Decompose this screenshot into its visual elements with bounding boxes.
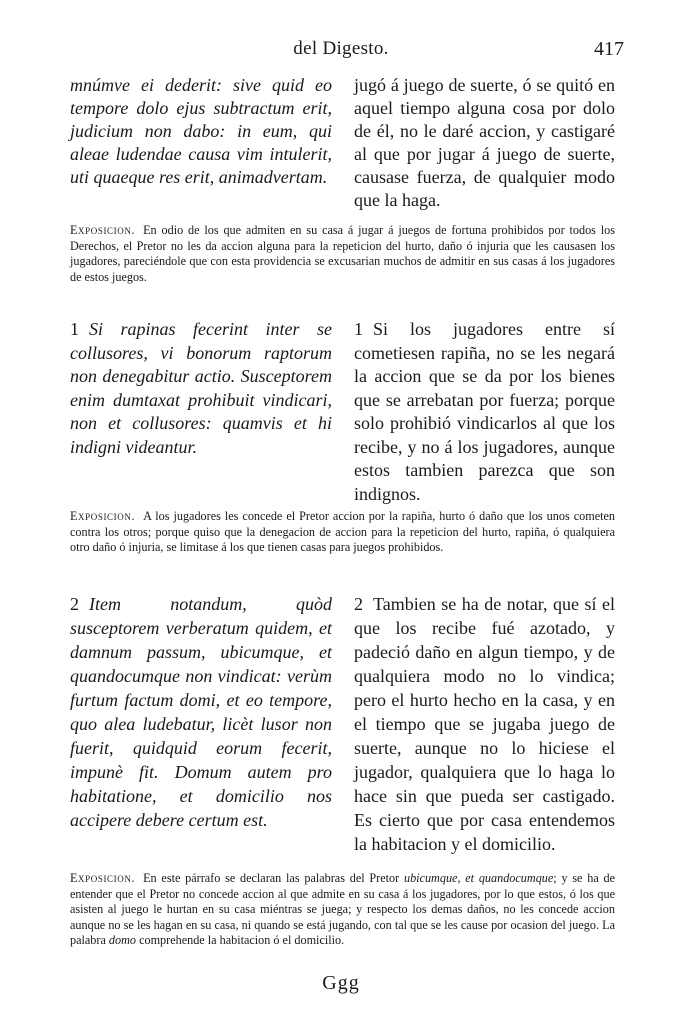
- paragraph-number: 2: [70, 594, 79, 614]
- latin-text-3: Item notandum, quòd susceptorem verberatum quidem, et damnum passum, ubicumque, et quandocumque non vindicat: verùm furtum factum domi, et eo tempore, quo alea ludebatur, licèt lusor non fuerit, quidquid eorum fecerit, impunè fit. Domum autem pro habitatione, et domicilio nos accipere debere certum est.: [70, 594, 332, 830]
- exposicion-text: A los jugadores les concede el Pretor accion por la rapiña, hurto ó daño que los unos cometen contra los otros; porque quiso que la denegacion de accion para la repeticion del hurto, rapiña, ó qualquiera otro daño ó injuria, se limitase á los que tienen casas para juegos prohibidos.: [70, 509, 615, 555]
- latin-text-2: Si rapinas fecerint inter se collusores, vi bonorum raptorum non denegabitur actio. Susceptorem enim dumtaxat prohibuit vindicari, non et collusores: quamvis et hi indigni videantur.: [70, 319, 332, 457]
- exposicion-italic-b: domo: [108, 933, 137, 948]
- exposicion-3: [70, 871, 615, 949]
- text-block-3: [70, 592, 615, 862]
- page-number: 417: [594, 38, 624, 60]
- signature-mark: Ggg: [322, 972, 360, 994]
- spanish-column-2: [354, 318, 615, 506]
- paragraph-number: 2: [354, 594, 363, 614]
- spanish-text-1: jugó á juego de suerte, ó se quitó en aquel tiempo alguna cosa por dolo de él, no le daré accion, y castigaré al que por jugar á juego de suerte, causase fuerza, de qualquier modo que la haga.: [354, 75, 615, 210]
- latin-column-1: [70, 74, 332, 189]
- exposicion-text-c: comprehende la habitacion ó el domicilio.: [139, 933, 345, 948]
- exposicion-italic-a: ubicumque, et quandocumque: [403, 871, 554, 885]
- exposicion-1: [70, 223, 615, 285]
- page-header: [0, 38, 682, 66]
- running-head: del Digesto.: [293, 38, 389, 59]
- exposicion-text-a: En este párrafo se declaran las palabras del Pretor: [143, 871, 400, 885]
- exposicion-label: Exposicion.: [70, 223, 136, 237]
- latin-column-2: [70, 318, 332, 459]
- latin-column-3: [70, 592, 332, 832]
- spanish-text-2: Si los jugadores entre sí cometiesen rapiña, no se les negará la accion que se da por los bienes que se arrebatan por fuerza; porque solo prohibió vindicarlos al que los recibe, y no á los jugadores, aunque estos tambien parezca que son indignos.: [354, 319, 615, 504]
- exposicion-text-b: ; y se ha de entender que el Pretor no concede accion al que admite en su casa á los jugadores, por lo que estos, ó los que asisten al juego le hurtan en su casa miéntras se juega; y respecto los demas daños, no les concede accion aunque no se les hagan en su casa, ni quando se está jugando, con tal que se les cause por ocasion del juego. La palabra: [70, 871, 616, 948]
- spanish-column-1: [354, 74, 615, 212]
- exposicion-label: Exposicion.: [70, 509, 136, 523]
- latin-text-1: mnúmve ei dederit: sive quid eo tempore dolo ejus subtractum erit, judicium non dabo: in eum, qui aleae ludendae causa vim intulerit, uti quaeque res erit, animadvertam.: [70, 75, 332, 187]
- paragraph-number: 1: [70, 319, 79, 339]
- spanish-column-3: [354, 592, 615, 856]
- exposicion-text: En odio de los que admiten en su casa á jugar á juegos de fortuna prohibidos por todos los Derechos, el Pretor no les da accion alguna para la repeticion del hurto, daño ó injuria que les causasen los jugadores, pareciéndole que con esta providencia se excusarian muchos de admitir en sus casas á los jugadores de estos juegos.: [70, 223, 615, 284]
- exposicion-label: Exposicion.: [70, 871, 136, 885]
- spanish-text-3: Tambien se ha de notar, que sí el que los recibe fué azotado, y padeció daño en algun tiempo, y de qualquiera modo no lo vindica; pero el hurto hecho en la casa, y en el tiempo que se jugaba juego de suerte, aunque no lo hiciese el jugador, qualquiera que lo haga lo hace sin que pueda ser castigado. Es cierto que por casa entendemos la habitacion y el domicilio.: [354, 594, 615, 854]
- text-block-1: [70, 74, 615, 214]
- text-block-2: [70, 318, 615, 504]
- exposicion-2: [70, 509, 615, 556]
- paragraph-number: 1: [354, 319, 363, 339]
